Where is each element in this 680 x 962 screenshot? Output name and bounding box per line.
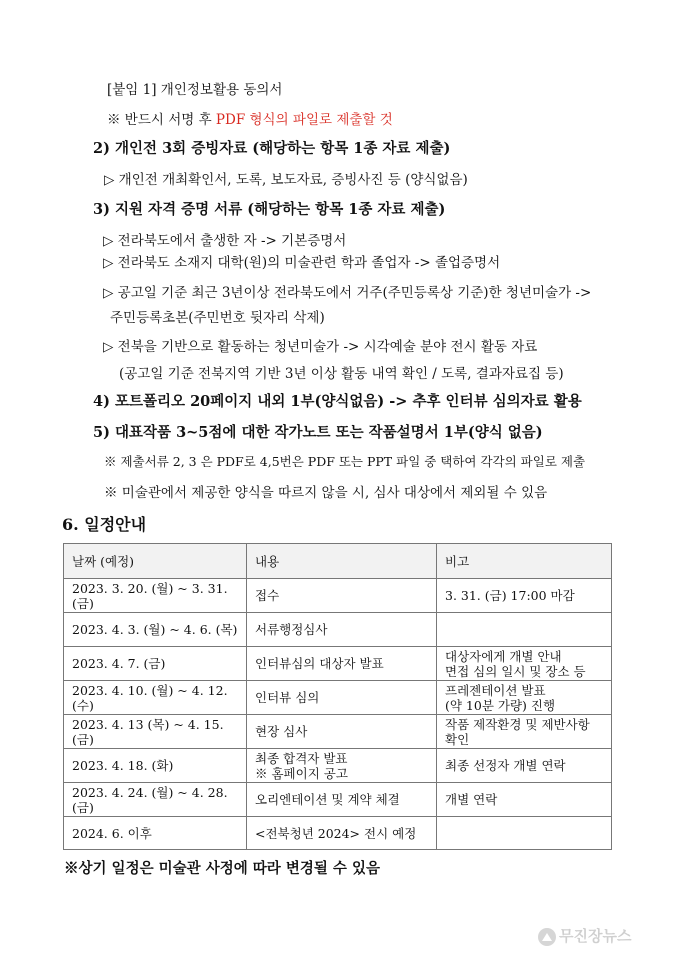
item3-bullet-4: ▷ 전북을 기반으로 활동하는 청년미술가 -> 시각예술 분야 전시 활동 자료 — [103, 339, 538, 355]
cell-note-line: 면접 심의 일시 및 장소 등 — [445, 663, 586, 679]
cell-content — [247, 647, 437, 681]
table-row — [64, 749, 612, 783]
cell-note-line: 대상자에게 개별 안내 — [445, 648, 562, 664]
item2-bullet: ▷ 개인전 개최확인서, 도록, 보도자료, 증빙사진 등 (양식없음) — [104, 172, 468, 188]
logo-icon — [538, 928, 556, 946]
appendix-line: [붙임 1] 개인정보활용 동의서 — [107, 82, 283, 98]
sign-note-emphasis: PDF 형식의 파일로 제출할 것 — [215, 112, 393, 128]
cell-note — [437, 647, 612, 681]
footer-note: ※상기 일정은 미술관 사정에 따라 변경될 수 있음 — [64, 860, 380, 877]
header-date: 날짜 (예정) — [64, 544, 247, 579]
cell-date: 2023. 4. 10. (월) ~ 4. 12. (수) — [64, 681, 247, 715]
item3-bullet-4-cont: (공고일 기준 전북지역 기반 3년 이상 활동 내역 확인 / 도록, 결과자료집 등) — [119, 366, 564, 382]
cell-note-line: 최종 선정자 개별 연락 — [445, 758, 566, 773]
cell-note-line: 작품 제작환경 및 제반사항 — [445, 716, 590, 732]
cell-date: 2023. 4. 3. (월) ~ 4. 6. (목) — [64, 613, 247, 647]
section-heading: 6. 일정안내 — [62, 515, 147, 534]
cell-content-line: 오리엔테이션 및 계약 체결 — [255, 792, 400, 807]
watermark — [538, 925, 631, 946]
cell-content-line: 인터뷰심의 대상자 발표 — [255, 656, 384, 671]
item2-title: 2) 개인전 3회 증빙자료 (해당하는 항목 1종 자료 제출) — [93, 140, 451, 157]
cell-note — [437, 579, 612, 613]
cell-content-line: <전북청년 2024> 전시 예정 — [255, 825, 417, 841]
table-row — [64, 783, 612, 817]
item3-bullet-3-cont: 주민등록초본(주민번호 뒷자리 삭제) — [110, 310, 325, 326]
cell-note — [437, 817, 612, 850]
cell-content — [247, 817, 437, 850]
cell-content-line: 접수 — [255, 588, 280, 603]
item3-title: 3) 지원 자격 증명 서류 (해당하는 항목 1종 자료 제출) — [93, 201, 446, 218]
cell-content-line: 최종 합격자 발표 — [255, 750, 348, 766]
cell-note — [437, 715, 612, 749]
cell-content-line: 현장 심사 — [255, 724, 308, 739]
cell-note — [437, 749, 612, 783]
cell-content — [247, 681, 437, 715]
table-row — [64, 817, 612, 850]
table-row — [64, 613, 612, 647]
watermark-text: 무진장뉴스 — [559, 927, 632, 945]
cell-content-line: ※ 홈페이지 공고 — [255, 765, 348, 781]
cell-date: 2024. 6. 이후 — [64, 817, 247, 850]
cell-content-line: 서류행정심사 — [255, 622, 328, 637]
table-row — [64, 715, 612, 749]
cell-content — [247, 783, 437, 817]
header-content: 내용 — [247, 544, 437, 579]
note-submission-format: ※ 제출서류 2, 3 은 PDF로 4,5번은 PDF 또는 PPT 파일 중 택하여 각각의 파일로 제출 — [104, 454, 586, 469]
item3-bullet-2: ▷ 전라북도 소재지 대학(원)의 미술관련 학과 졸업자 -> 졸업증명서 — [103, 255, 501, 271]
cell-content — [247, 715, 437, 749]
note-exclusion: ※ 미술관에서 제공한 양식을 따르지 않을 시, 심사 대상에서 제외될 수 있음 — [104, 485, 548, 501]
cell-date: 2023. 4. 24. (월) ~ 4. 28. (금) — [64, 783, 247, 817]
cell-content-line: 인터뷰 심의 — [255, 690, 320, 705]
item5-title: 5) 대표작품 3~5점에 대한 작가노트 또는 작품설명서 1부(양식 없음) — [93, 424, 543, 441]
cell-note-line: (약 10분 가량) 진행 — [445, 697, 556, 713]
table-row — [64, 681, 612, 715]
cell-content — [247, 613, 437, 647]
cell-note-line: 프레젠테이션 발표 — [445, 682, 546, 698]
sign-note — [107, 108, 393, 128]
cell-date: 2023. 4. 13 (목) ~ 4. 15. (금) — [64, 715, 247, 749]
item3-bullet-1: ▷ 전라북도에서 출생한 자 -> 기본증명서 — [103, 233, 347, 249]
cell-date: 2023. 4. 18. (화) — [64, 749, 247, 783]
cell-date: 2023. 4. 7. (금) — [64, 647, 247, 681]
cell-note-line: 확인 — [445, 731, 470, 747]
schedule-header-row — [64, 544, 612, 579]
sign-note-prefix: ※ 반드시 서명 후 — [107, 112, 216, 128]
cell-note-line: 3. 31. (금) 17:00 마감 — [445, 588, 575, 603]
table-row — [64, 647, 612, 681]
item3-bullet-3: ▷ 공고일 기준 최근 3년이상 전라북도에서 거주(주민등록상 기준)한 청년미술가 -> — [103, 285, 592, 301]
cell-note — [437, 783, 612, 817]
cell-date: 2023. 3. 20. (월) ~ 3. 31. (금) — [64, 579, 247, 613]
cell-note — [437, 681, 612, 715]
header-note: 비고 — [437, 544, 612, 579]
cell-content — [247, 749, 437, 783]
cell-note-line: 개별 연락 — [445, 792, 498, 807]
cell-content — [247, 579, 437, 613]
table-row — [64, 579, 612, 613]
item4-title: 4) 포트폴리오 20페이지 내외 1부(양식없음) -> 추후 인터뷰 심의자료 활용 — [93, 393, 582, 410]
schedule-table — [63, 543, 612, 850]
cell-note — [437, 613, 612, 647]
